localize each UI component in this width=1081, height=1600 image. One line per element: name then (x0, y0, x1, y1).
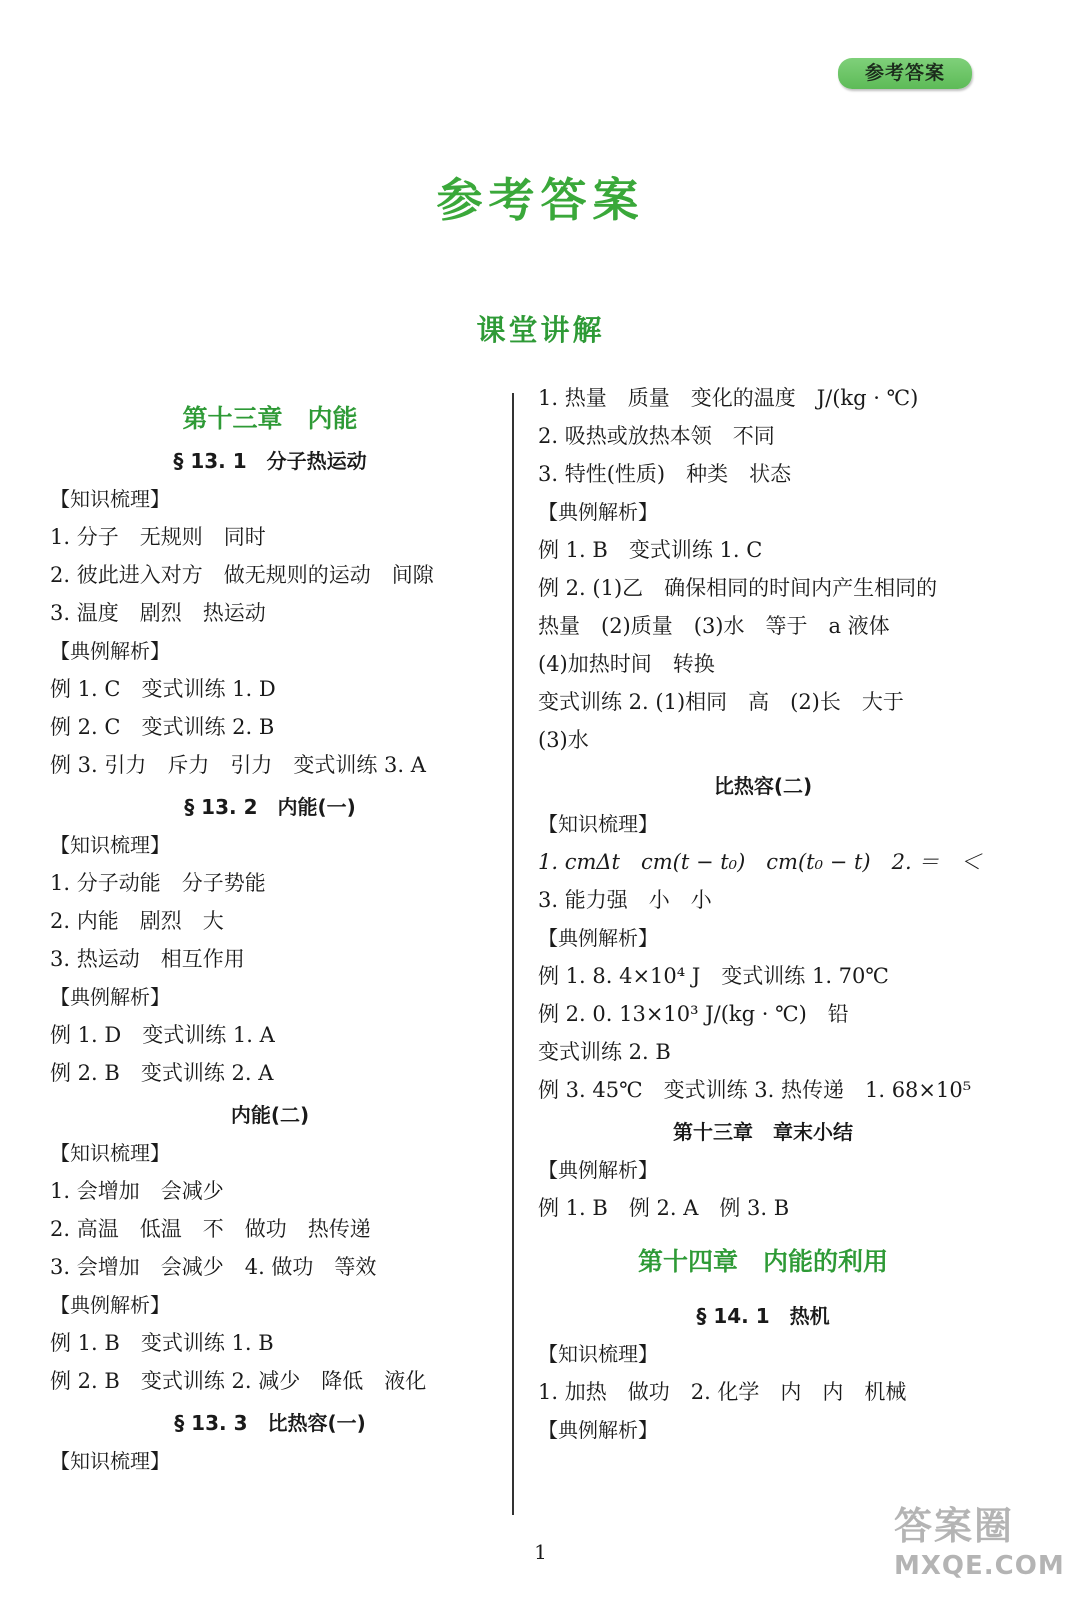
answer-line: 例 2. B 变式训练 2. 减少 降低 液化 (50, 1369, 427, 1393)
chapter-14-heading: 第十四章 内能的利用 (637, 1247, 888, 1276)
section-13-1-heading: § 13. 1 分子热运动 (173, 449, 367, 473)
answer-line: 例 1. 8. 4×10⁴ J 变式训练 1. 70℃ (538, 964, 889, 988)
knowledge-label: 【知识梳理】 (50, 487, 170, 511)
watermark-bottom: MXQE.COM (894, 1551, 1065, 1581)
knowledge-label: 【知识梳理】 (50, 1141, 170, 1165)
answer-line: 3. 温度 剧烈 热运动 (50, 601, 266, 625)
example-label: 【典例解析】 (538, 500, 658, 524)
watermark-top: 答案圈 (894, 1504, 1015, 1548)
left-column (50, 396, 490, 1480)
section-title: 课堂讲解 (476, 313, 605, 347)
page-title: 参考答案 (436, 173, 645, 227)
answer-line: 3. 热运动 相互作用 (50, 947, 245, 971)
section-13-2-heading: § 13. 2 内能(一) (184, 795, 356, 819)
answer-line: 3. 能力强 小 小 (538, 888, 712, 912)
example-label: 【典例解析】 (50, 639, 170, 663)
answer-line: 1. 加热 做功 2. 化学 内 内 机械 (538, 1380, 907, 1404)
answer-line: 1. 分子 无规则 同时 (50, 525, 266, 549)
section-13-3-heading: § 13. 3 比热容(一) (174, 1411, 366, 1435)
column-divider (512, 393, 514, 1515)
example-label: 【典例解析】 (50, 985, 170, 1009)
answer-line: 例 2. C 变式训练 2. B (50, 715, 275, 739)
example-label: 【典例解析】 (538, 1158, 658, 1182)
example-label: 【典例解析】 (538, 1418, 658, 1442)
answer-line: (3)水 (538, 728, 589, 752)
chapter-13-heading: 第十三章 内能 (182, 404, 358, 433)
answer-line: 例 1. C 变式训练 1. D (50, 677, 276, 701)
answer-line: 例 3. 引力 斥力 引力 变式训练 3. A (50, 753, 426, 777)
watermark-logo (894, 1502, 1072, 1594)
answer-line: 例 1. B 变式训练 1. C (538, 538, 763, 562)
answer-line: 热量 (2)质量 (3)水 等于 a 液体 (538, 614, 890, 638)
answer-line: 例 1. B 例 2. A 例 3. B (538, 1196, 790, 1220)
knowledge-label: 【知识梳理】 (50, 1449, 170, 1473)
answer-line: 1. 热量 质量 变化的温度 J/(kg · ℃) (538, 386, 919, 410)
bireirong-2-heading: 比热容(二) (713, 774, 813, 798)
answer-line: 3. 会增加 会减少 4. 做功 等效 (50, 1255, 377, 1279)
answer-line: 2. 彼此进入对方 做无规则的运动 间隙 (50, 563, 434, 587)
answer-line: 例 2. 0. 13×10³ J/(kg · ℃) 铅 (538, 1002, 849, 1026)
formula-line: 1. cmΔt cm(t − t₀) cm(t₀ − t) 2. ＝ ＜ (538, 850, 982, 874)
answer-line: (4)加热时间 转换 (538, 652, 715, 676)
knowledge-label: 【知识梳理】 (538, 812, 658, 836)
answer-line: 变式训练 2. B (538, 1040, 671, 1064)
example-label: 【典例解析】 (538, 926, 658, 950)
neineng-2-heading: 内能(二) (230, 1103, 310, 1127)
knowledge-label: 【知识梳理】 (50, 833, 170, 857)
page-number: 1 (534, 1540, 547, 1564)
answer-line: 3. 特性(性质) 种类 状态 (538, 462, 792, 486)
chapter-13-summary-heading: 第十三章 章末小结 (673, 1120, 853, 1144)
right-column (538, 379, 988, 1449)
answer-line: 例 1. D 变式训练 1. A (50, 1023, 275, 1047)
answer-line: 1. 会增加 会减少 (50, 1179, 224, 1203)
answer-line: 例 2. (1)乙 确保相同的时间内产生相同的 (538, 576, 938, 600)
answer-line: 2. 内能 剧烈 大 (50, 909, 224, 933)
answer-line: 例 1. B 变式训练 1. B (50, 1331, 274, 1355)
section-14-1-heading: § 14. 1 热机 (696, 1304, 830, 1328)
answer-line: 例 2. B 变式训练 2. A (50, 1061, 274, 1085)
example-label: 【典例解析】 (50, 1293, 170, 1317)
corner-badge: 参考答案 (838, 58, 972, 89)
answer-line: 1. 分子动能 分子势能 (50, 871, 266, 895)
answer-line: 2. 高温 低温 不 做功 热传递 (50, 1217, 371, 1241)
answer-line: 2. 吸热或放热本领 不同 (538, 424, 775, 448)
knowledge-label: 【知识梳理】 (538, 1342, 658, 1366)
answer-line: 例 3. 45℃ 变式训练 3. 热传递 1. 68×10⁵ (538, 1078, 972, 1102)
answer-line: 变式训练 2. (1)相同 高 (2)长 大于 (538, 690, 904, 714)
